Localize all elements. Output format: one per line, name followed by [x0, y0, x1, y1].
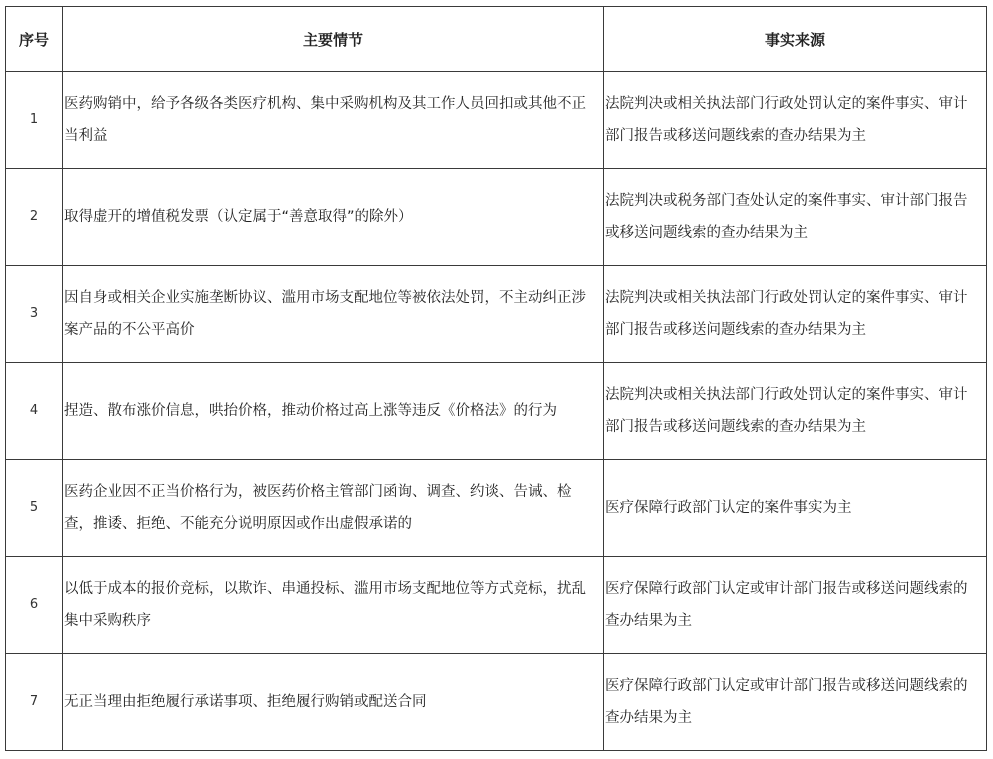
table-row: [6, 654, 987, 751]
row-main-circumstance: 取得虚开的增值税发票（认定属于“善意取得”的除外）: [63, 169, 604, 266]
table-row: [6, 460, 987, 557]
table-row: [6, 363, 987, 460]
row-main-circumstance: 因自身或相关企业实施垄断协议、滥用市场支配地位等被依法处罚，不主动纠正涉案产品的不公平高价: [63, 266, 604, 363]
row-main-circumstance: 无正当理由拒绝履行承诺事项、拒绝履行购销或配送合同: [63, 654, 604, 751]
row-main-circumstance: 以低于成本的报价竞标，以欺诈、串通投标、滥用市场支配地位等方式竞标，扰乱集中采购秩序: [63, 557, 604, 654]
row-fact-source: 法院判决或税务部门查处认定的案件事实、审计部门报告或移送问题线索的查办结果为主: [604, 169, 987, 266]
row-fact-source: 医疗保障行政部门认定或审计部门报告或移送问题线索的查办结果为主: [604, 654, 987, 751]
row-main-circumstance: 医药企业因不正当价格行为，被医药价格主管部门函询、调查、约谈、告诫、检查，推诿、拒绝、不能充分说明原因或作出虚假承诺的: [63, 460, 604, 557]
row-fact-source: 医疗保障行政部门认定或审计部门报告或移送问题线索的查办结果为主: [604, 557, 987, 654]
row-number: 6: [6, 557, 63, 654]
header-fact-source: 事实来源: [604, 7, 987, 72]
row-main-circumstance: 捏造、散布涨价信息，哄抬价格，推动价格过高上涨等违反《价格法》的行为: [63, 363, 604, 460]
table-row: [6, 266, 987, 363]
table-header: [6, 7, 987, 72]
row-number: 7: [6, 654, 63, 751]
row-fact-source: 法院判决或相关执法部门行政处罚认定的案件事实、审计部门报告或移送问题线索的查办结果为主: [604, 363, 987, 460]
row-number: 4: [6, 363, 63, 460]
row-fact-source: 法院判决或相关执法部门行政处罚认定的案件事实、审计部门报告或移送问题线索的查办结果为主: [604, 72, 987, 169]
row-number: 1: [6, 72, 63, 169]
table-row: [6, 169, 987, 266]
header-main-circumstances: 主要情节: [63, 7, 604, 72]
row-fact-source: 医疗保障行政部门认定的案件事实为主: [604, 460, 987, 557]
credit-rating-table: [5, 6, 987, 751]
row-fact-source: 法院判决或相关执法部门行政处罚认定的案件事实、审计部门报告或移送问题线索的查办结果为主: [604, 266, 987, 363]
header-no: 序号: [6, 7, 63, 72]
table-body: [6, 72, 987, 751]
row-main-circumstance: 医药购销中，给予各级各类医疗机构、集中采购机构及其工作人员回扣或其他不正当利益: [63, 72, 604, 169]
row-number: 2: [6, 169, 63, 266]
row-number: 5: [6, 460, 63, 557]
row-number: 3: [6, 266, 63, 363]
table-row: [6, 557, 987, 654]
table-row: [6, 72, 987, 169]
header-row: [6, 7, 987, 72]
